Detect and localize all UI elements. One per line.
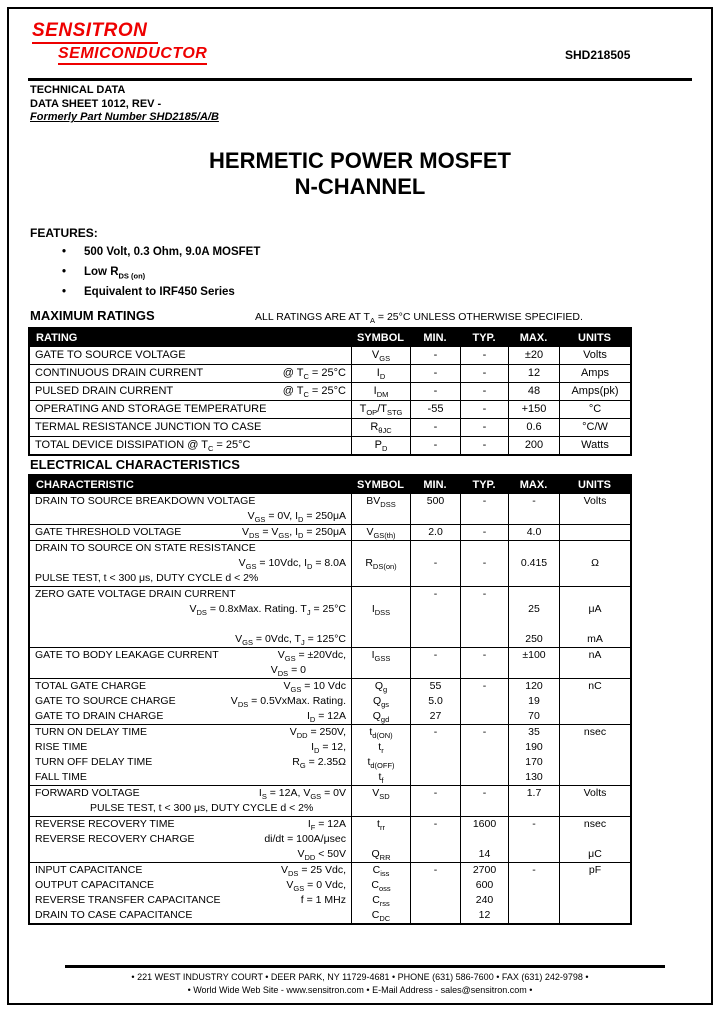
footer-address-line: • 221 WEST INDUSTRY COURT • DEER PARK, NY 11729-4681 • PHONE (631) 586-7600 • FAX (631) 242-9798 •: [131, 972, 589, 982]
table-cell: 25 250: [508, 587, 559, 647]
table-cell: 4.0: [508, 525, 559, 540]
table-cell: -: [410, 383, 460, 400]
table-cell: pF: [559, 863, 630, 923]
footer: [0, 971, 720, 997]
brand-subname: SEMICONDUCTOR: [58, 45, 207, 65]
header-divider: [28, 78, 692, 81]
table-row: [30, 400, 630, 418]
table-cell: -: [460, 541, 508, 586]
table-row: [30, 816, 630, 862]
electrical-characteristics-heading: ELECTRICAL CHARACTERISTICS: [30, 457, 240, 472]
feature-text: Equivalent to IRF450 Series: [84, 286, 235, 298]
table-cell: $Q_g$ $Q_{gs}$ $Q_{gd}$: [351, 679, 410, 724]
table-cell: 0.6: [508, 419, 559, 436]
table-cell: $I_{GSS}$: [351, 648, 410, 678]
table-row: [30, 418, 630, 436]
table-cell: Amps: [559, 365, 630, 382]
table-header-cell: MIN.: [423, 331, 447, 344]
features-list: [62, 242, 260, 302]
table-cell: DRAIN TO SOURCE BREAKDOWN VOLTAGE $V_{GS} = 0V$, $I_D = 250\mu A$: [35, 495, 346, 525]
part-number: SHD218505: [565, 48, 631, 62]
table-cell: OPERATING AND STORAGE TEMPERATURE: [35, 403, 267, 415]
table-cell: -: [410, 587, 460, 647]
table-cell: ZERO GATE VOLTAGE DRAIN CURRENT $V_{DS}$ = 0.8xMax. Rating. $T_J = 25^\circ C$ $V_{GS} = 0Vdc$, $T_J = 125^\circ C$: [35, 588, 346, 648]
table-cell: -: [410, 541, 460, 586]
table-cell: PULSED DRAIN CURRENT @ $T_C = 25^\circ C$: [35, 385, 346, 400]
table-cell: FORWARD VOLTAGE $I_S = 12A$, $V_{GS} = 0V$ PULSE TEST, t < 300 μs, DUTY CYCLE d < 2%: [35, 787, 346, 814]
table-cell: -: [460, 437, 508, 454]
table-cell: -: [460, 419, 508, 436]
electrical-characteristics-table: [28, 474, 632, 925]
table-cell: -: [508, 494, 559, 524]
table-cell: DRAIN TO SOURCE ON STATE RESISTANCE $V_{GS} = 10Vdc$, $I_D = 8.0A$ PULSE TEST, t < 300 μs, DUTY CYCLE d < 2%: [35, 542, 346, 584]
doc-line-technical-data: TECHNICAL DATA: [30, 84, 126, 96]
table-cell: Volts: [559, 494, 630, 524]
table-cell: 1600 14: [460, 817, 508, 862]
table-cell: -: [460, 648, 508, 678]
table-header-cell: SYMBOL: [356, 478, 405, 491]
table-cell: -: [460, 525, 508, 540]
footer-divider: [65, 965, 665, 968]
table-header-cell: TYP.: [472, 331, 496, 344]
table-header-cell: UNITS: [578, 331, 611, 344]
table-cell: -: [460, 494, 508, 524]
table-cell: ±20: [508, 347, 559, 364]
table-cell: Volts: [559, 786, 630, 816]
table-row: [30, 436, 630, 454]
table-cell: -: [460, 347, 508, 364]
maximum-ratings-table: [28, 327, 632, 456]
table-cell: $t_{d(ON)}$ $t_r$ $t_{d(OFF)}$ $t_f$: [351, 725, 410, 785]
doc-line-former-part: Formerly Part Number SHD2185/A/B: [30, 111, 219, 123]
table-cell: -: [460, 401, 508, 418]
table-header-row: [30, 476, 630, 493]
table-row: [30, 493, 630, 524]
table-cell: -55: [410, 401, 460, 418]
table-header-row: [30, 329, 630, 346]
table-cell: ±100: [508, 648, 559, 678]
table-cell: $C_{iss}$ $C_{oss}$ $C_{rss}$ $C_{DC}$: [351, 863, 410, 923]
table-cell: -: [410, 648, 460, 678]
table-cell: 200: [508, 437, 559, 454]
table-row: [30, 647, 630, 678]
table-cell: $t_{rr}$ $Q_{RR}$: [351, 817, 410, 862]
table-cell: $BV_{DSS}$: [351, 494, 410, 524]
table-row: [30, 785, 630, 816]
table-cell: °C/W: [559, 419, 630, 436]
table-header-cell: UNITS: [578, 478, 611, 491]
feature-item: [62, 282, 260, 302]
table-cell: nA: [559, 648, 630, 678]
table-row: [30, 586, 630, 647]
table-cell: $T_{OP}/T_{STG}$: [351, 401, 410, 418]
table-cell: CONTINUOUS DRAIN CURRENT @ $T_C = 25^\circ C$: [35, 367, 346, 382]
table-cell: -: [460, 786, 508, 816]
table-cell: $V_{GS}$: [351, 347, 410, 364]
table-row: [30, 382, 630, 400]
table-cell: nsec μC: [559, 817, 630, 862]
table-cell: $I_{DM}$: [351, 383, 410, 400]
table-cell: +150: [508, 401, 559, 418]
table-cell: $V_{GS(th)}$: [351, 525, 410, 540]
table-row: [30, 678, 630, 724]
bullet-icon: •: [62, 266, 67, 278]
table-cell: Ω: [559, 541, 630, 586]
table-cell: 2700 600 240 12: [460, 863, 508, 923]
feature-text: Low $R_{DS (on)}$: [84, 266, 146, 281]
table-cell: 120 19 70: [508, 679, 559, 724]
table-header-cell: MIN.: [423, 478, 447, 491]
table-cell: 12: [508, 365, 559, 382]
table-header-cell: TYP.: [472, 478, 496, 491]
table-cell: Amps(pk): [559, 383, 630, 400]
table-cell: GATE TO BODY LEAKAGE CURRENT $V_{GS} = \pm 20Vdc$, $V_{DS} = 0$: [35, 649, 346, 679]
table-cell: $P_D$: [351, 437, 410, 454]
table-cell: Volts: [559, 347, 630, 364]
table-cell: -: [410, 365, 460, 382]
table-cell: -: [410, 786, 460, 816]
table-cell: TOTAL GATE CHARGE $V_{GS} = 10$ Vdc GATE TO SOURCE CHARGE $V_{DS}$ = 0.5VxMax. Rating. GATE TO DRAIN CHARGE $I_D = 12A$: [35, 680, 346, 725]
table-cell: $V_{SD}$: [351, 786, 410, 816]
table-cell: 0.415: [508, 541, 559, 586]
table-cell: -: [410, 419, 460, 436]
table-cell: 35 190 170 130: [508, 725, 559, 785]
table-cell: $I_{DSS}$: [351, 587, 410, 647]
table-cell: °C: [559, 401, 630, 418]
table-cell: INPUT CAPACITANCE $V_{DS} = 25$ Vdc, OUTPUT CAPACITANCE $V_{GS} = 0$ Vdc, REVERSE TRANSFER CAPACITANCE f = 1 MHz DRAIN TO CASE CAPACITANCE: [35, 864, 346, 921]
table-cell: nC: [559, 679, 630, 724]
bullet-icon: •: [62, 286, 67, 298]
table-cell: $R_{\theta JC}$: [351, 419, 410, 436]
table-cell: -: [508, 817, 559, 862]
bullet-icon: •: [62, 246, 67, 258]
table-cell: 48: [508, 383, 559, 400]
table-header-cell: MAX.: [519, 331, 548, 344]
table-cell: -: [508, 863, 559, 923]
table-cell: -: [410, 437, 460, 454]
table-cell: μA mA: [559, 587, 630, 647]
table-cell: Watts: [559, 437, 630, 454]
title-line-1: HERMETIC POWER MOSFET: [209, 148, 511, 173]
table-cell: $I_D$: [351, 365, 410, 382]
table-header-cell: RATING: [36, 331, 78, 344]
table-cell: GATE THRESHOLD VOLTAGE $V_{DS} = V_{GS}$, $I_D = 250\mu A$: [35, 526, 346, 541]
table-cell: 500: [410, 494, 460, 524]
document-info: [30, 84, 219, 125]
feature-item: [62, 262, 260, 282]
table-cell: [559, 525, 630, 540]
table-header-cell: CHARACTERISTIC: [36, 478, 134, 491]
feature-item: [62, 242, 260, 262]
page-title: [0, 148, 720, 200]
table-row: [30, 524, 630, 540]
table-cell: -: [460, 725, 508, 785]
table-cell: $R_{DS(on)}$: [351, 541, 410, 586]
table-cell: TOTAL DEVICE DISSIPATION @ $T_C = 25^\circ C$: [35, 439, 251, 454]
doc-line-sheet-rev: DATA SHEET 1012, REV -: [30, 97, 162, 110]
table-cell: -: [460, 587, 508, 647]
table-cell: TERMAL RESISTANCE JUNCTION TO CASE: [35, 421, 262, 433]
brand-name: SENSITRON: [32, 20, 158, 44]
table-cell: 1.7: [508, 786, 559, 816]
table-row: [30, 364, 630, 382]
features-heading: FEATURES:: [30, 226, 98, 240]
max-ratings-heading: MAXIMUM RATINGS: [30, 308, 155, 323]
table-header-cell: SYMBOL: [356, 331, 405, 344]
table-cell: -: [410, 347, 460, 364]
table-cell: -: [410, 725, 460, 785]
table-row: [30, 346, 630, 364]
table-cell: 55 5.0 27: [410, 679, 460, 724]
footer-web-line: • World Wide Web Site - www.sensitron.com • E-Mail Address - sales@sensitron.com •: [187, 985, 533, 995]
table-cell: 2.0: [410, 525, 460, 540]
title-line-2: N-CHANNEL: [294, 174, 426, 199]
table-cell: -: [410, 863, 460, 923]
ratings-note: ALL RATINGS ARE AT $T_A = 25^\circ C$ UNLESS OTHERWISE SPECIFIED.: [255, 311, 583, 326]
table-row: [30, 540, 630, 586]
table-cell: GATE TO SOURCE VOLTAGE: [35, 349, 186, 361]
table-cell: -: [460, 383, 508, 400]
table-cell: REVERSE RECOVERY TIME $I_F = 12A$ REVERSE RECOVERY CHARGE di/dt = 100A/μsec $V_{DD} < 50V$: [35, 818, 346, 863]
feature-text: 500 Volt, 0.3 Ohm, 9.0A MOSFET: [84, 246, 261, 258]
company-logo: [32, 20, 207, 65]
table-cell: -: [460, 365, 508, 382]
table-header-cell: MAX.: [519, 478, 548, 491]
table-cell: TURN ON DELAY TIME $V_{DD} = 250V$, RISE TIME $I_D = 12$, TURN OFF DELAY TIME $R_G = 2.35\Omega$ FALL TIME: [35, 726, 346, 783]
table-row: [30, 724, 630, 785]
table-cell: -: [460, 679, 508, 724]
table-cell: -: [410, 817, 460, 862]
table-row: [30, 862, 630, 923]
table-cell: nsec: [559, 725, 630, 785]
